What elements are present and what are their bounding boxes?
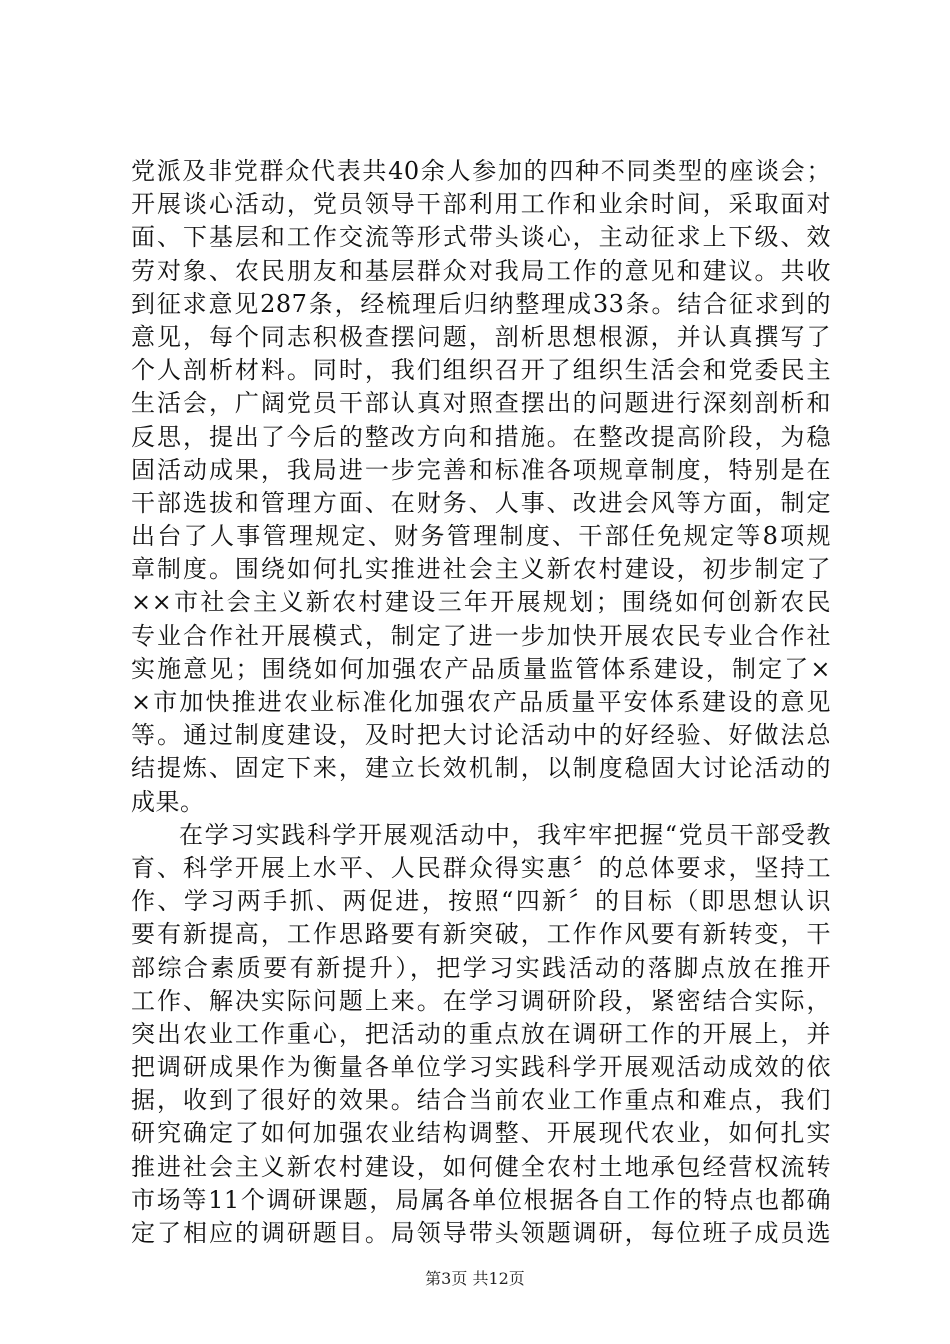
text-line: 据，收到了很好的效果。结合当前农业工作重点和难点，我们 — [131, 1086, 831, 1115]
text-line: 结提炼、固定下来，建立长效机制，以制度稳固大讨论活动的 — [131, 754, 831, 783]
text-line: 固活动成果，我局进一步完善和标准各项规章制度，特别是在 — [131, 455, 831, 484]
text-line: 突出农业工作重心，把活动的重点放在调研工作的开展上，并 — [131, 1019, 831, 1048]
text-line: 市场等11个调研课题，局属各单位根据各自工作的特点也都确 — [131, 1185, 831, 1214]
body-text — [131, 155, 831, 1250]
text-line: 意见，每个同志积极查摆问题，剖析思想根源，并认真撰写了 — [131, 322, 831, 351]
text-line: 个人剖析材料。同时，我们组织召开了组织生活会和党委民主 — [131, 356, 831, 385]
text-line: 部综合素质要有新提升），把学习实践活动的落脚点放在推开 — [131, 953, 831, 982]
text-line: 章制度。围绕如何扎实推进社会主义新农村建设，初步制定了 — [131, 555, 831, 584]
text-line: 在学习实践科学开展观活动中，我牢牢把握“党员干部受教 — [179, 820, 831, 849]
text-line: 研究确定了如何加强农业结构调整、开展现代农业，如何扎实 — [131, 1119, 831, 1148]
text-line: 定了相应的调研题目。局领导带头领题调研，每位班子成员选 — [131, 1219, 831, 1247]
text-line: 生活会，广阔党员干部认真对照查摆出的问题进行深刻剖析和 — [131, 389, 831, 418]
text-line: ×市加快推进农业标准化加强农产品质量平安体系建设的意见 — [131, 688, 831, 716]
text-line: 等。通过制度建设，及时把大讨论活动中的好经验、好做法总 — [131, 721, 831, 750]
page-footer: 第3页 共12页 — [425, 1269, 525, 1288]
text-line: 作、学习两手抓、两促进，按照“四新〞的目标（即思想认识 — [131, 887, 831, 916]
text-line: 要有新提高，工作思路要有新突破，工作作风要有新转变，干 — [131, 920, 831, 949]
text-line: 育、科学开展上水平、人民群众得实惠〞的总体要求，坚持工 — [131, 853, 831, 882]
text-line: 干部选拔和管理方面、在财务、人事、改进会风等方面，制定 — [131, 488, 831, 517]
text-line: 反思，提出了今后的整改方向和措施。在整改提高阶段，为稳 — [131, 422, 831, 451]
text-line: 开展谈心活动，党员领导干部利用工作和业余时间，采取面对 — [131, 190, 831, 219]
text-line: 劳对象、农民朋友和基层群众对我局工作的意见和建议。共收 — [131, 256, 831, 285]
text-line: 党派及非党群众代表共40余人参加的四种不同类型的座谈会； — [131, 157, 831, 185]
text-line: 专业合作社开展模式，制定了进一步加快开展农民专业合作社 — [131, 621, 831, 650]
text-line: 到征求意见287条，经梳理后归纳整理成33条。结合征求到的 — [131, 289, 831, 318]
text-line: ××市社会主义新农村建设三年开展规划；围绕如何创新农民 — [131, 588, 831, 617]
text-line: 实施意见；围绕如何加强农产品质量监管体系建设，制定了× — [131, 654, 831, 683]
text-line: 推进社会主义新农村建设，如何健全农村土地承包经营权流转 — [131, 1152, 831, 1181]
text-line: 把调研成果作为衡量各单位学习实践科学开展观活动成效的依 — [131, 1053, 831, 1082]
text-line: 出台了人事管理规定、财务管理制度、干部任免规定等8项规 — [131, 522, 831, 551]
text-line: 工作、解决实际问题上来。在学习调研阶段，紧密结合实际， — [131, 986, 831, 1015]
text-line: 成果。 — [131, 787, 205, 816]
text-line: 面、下基层和工作交流等形式带头谈心，主动征求上下级、效 — [131, 223, 831, 252]
